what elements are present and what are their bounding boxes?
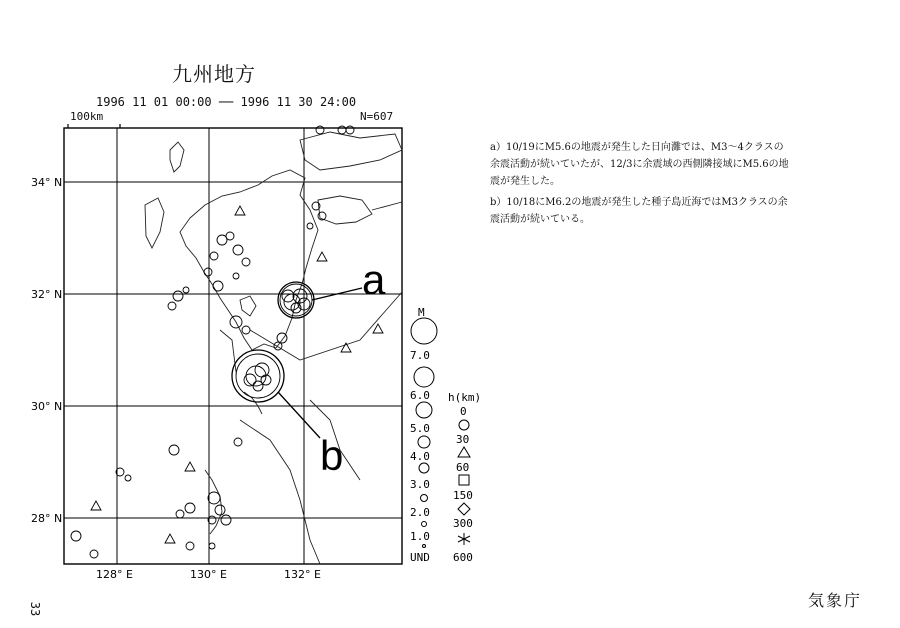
note-b: b）10/18にM6.2の地震が発生した種子島近海ではM3クラスの余震活動が続いている。 xyxy=(490,197,788,225)
lon-label-130: 130° E xyxy=(190,568,227,581)
depth-60: 60 xyxy=(456,461,470,474)
magnitude-4: 4.0 xyxy=(410,450,430,463)
page-number: 33 xyxy=(28,601,43,617)
depth-square-icon xyxy=(459,475,469,485)
agency-label: 気象庁 xyxy=(808,591,863,610)
depth-circle-icon xyxy=(459,420,469,430)
depth-300: 300 xyxy=(453,517,473,530)
lat-label-28: 28° N xyxy=(31,512,63,525)
depth-asterisk-icon xyxy=(458,533,470,545)
depth-600: 600 xyxy=(453,551,473,564)
magnitude-6: 6.0 xyxy=(410,389,430,402)
magnitude-legend-title: M xyxy=(418,306,425,319)
depth-0: 0 xyxy=(460,405,467,418)
map-title: 九州地方 xyxy=(172,62,256,86)
magnitude-7: 7.0 xyxy=(410,349,430,362)
lat-label-34: 34° N xyxy=(31,176,63,189)
magnitude-5: 5.0 xyxy=(410,422,430,435)
depth-150: 150 xyxy=(453,489,473,502)
notes-panel xyxy=(490,139,790,232)
lon-label-128: 128° E xyxy=(96,568,133,581)
lat-label-32: 32° N xyxy=(31,288,63,301)
event-count: N=607 xyxy=(360,110,394,123)
depth-diamond-icon xyxy=(458,503,470,515)
depth-triangle-icon xyxy=(458,447,470,457)
region-a-label: a xyxy=(362,256,386,303)
depth-legend-title: h(km) xyxy=(448,391,482,404)
region-b-label: b xyxy=(320,432,344,479)
magnitude-2: 2.0 xyxy=(410,506,430,519)
magnitude-3: 3.0 xyxy=(410,478,430,491)
note-a: a）10/19にM5.6の地震が発生した日向灘では、M3～4クラスの余震活動が続いていたが、12/3に余震域の西側隣接域にM5.6の地震が発生した。 xyxy=(490,142,789,187)
scale-bar-label: 100km xyxy=(70,110,104,123)
period-label: 1996 11 01 00:00 ── 1996 11 30 24:00 xyxy=(96,95,357,109)
depth-30: 30 xyxy=(456,433,470,446)
magnitude-1: 1.0 xyxy=(410,530,430,543)
magnitude-und: UND xyxy=(410,551,430,564)
lat-label-30: 30° N xyxy=(31,400,63,413)
lon-label-132: 132° E xyxy=(284,568,321,581)
